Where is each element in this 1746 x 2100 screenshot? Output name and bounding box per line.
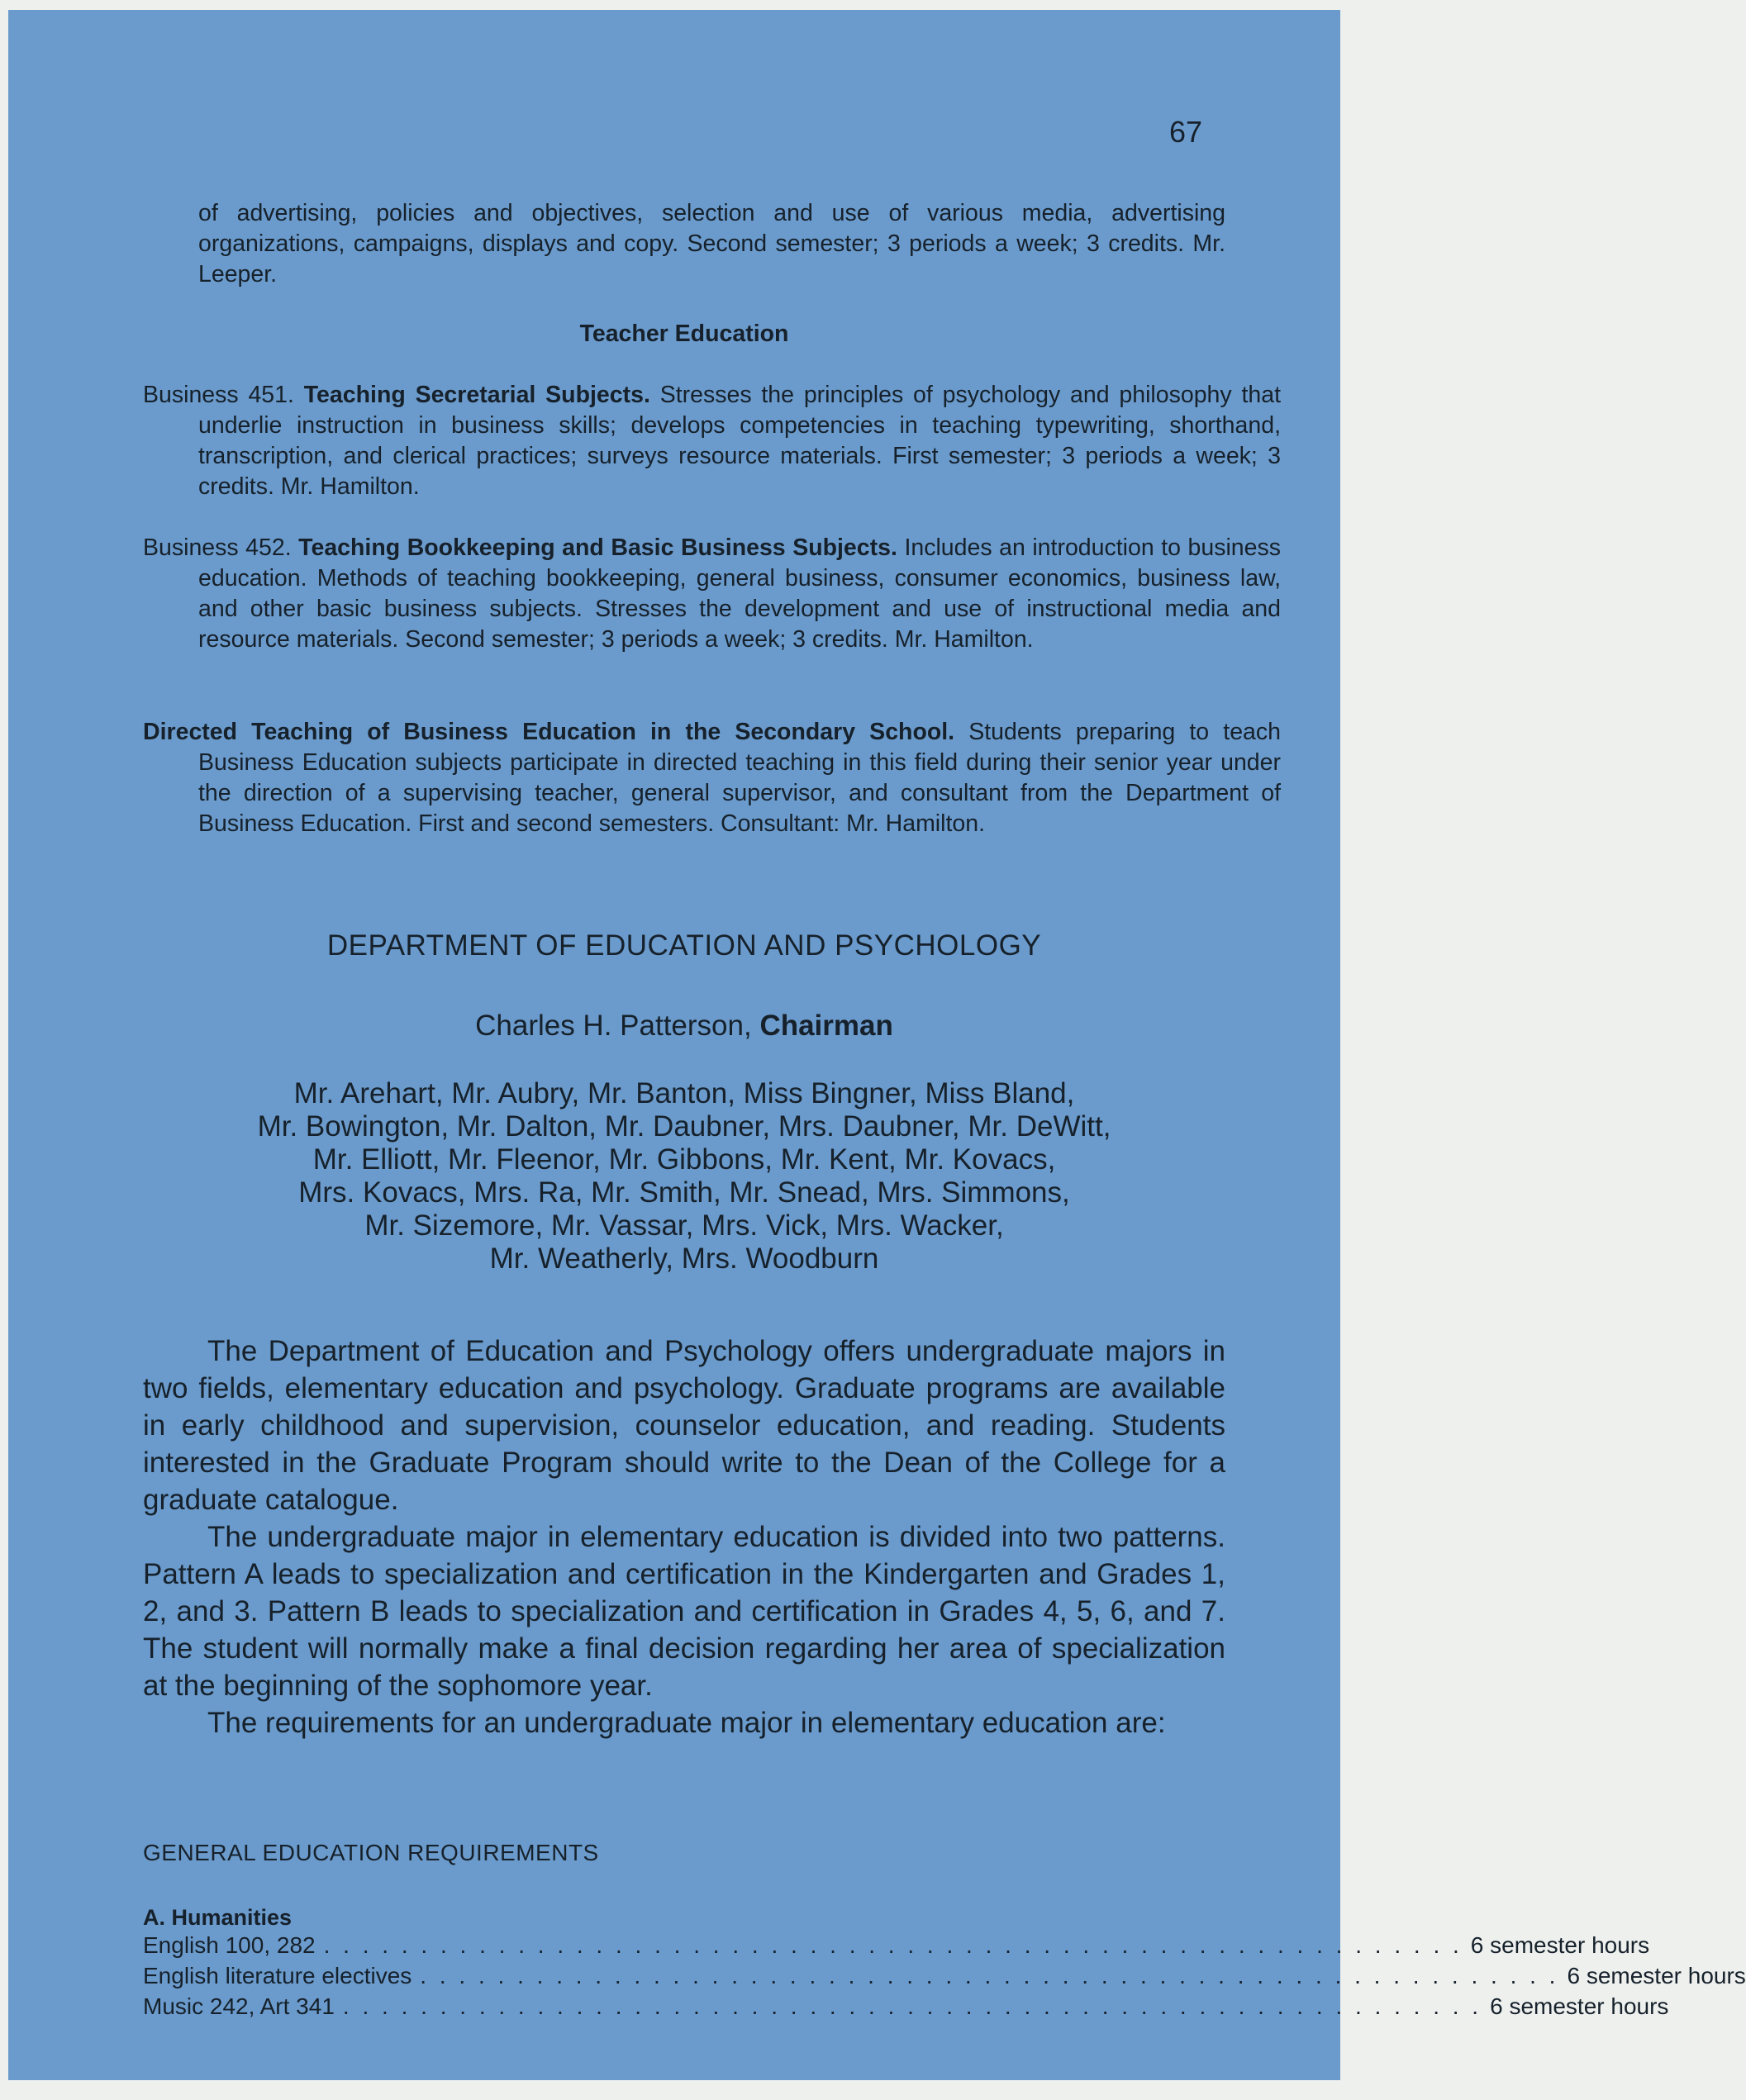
paragraph: The undergraduate major in elementary education is divided into two patterns. Pattern A leads to specialization and certification in the Kindergarten and Grades 1, 2, and 3. Pattern B leads to specialization and certification in Grades 4, 5, 6, and 7. The student will normally make a final decision regarding her area of specialization at the beginning of the sophomore year. <box>143 1521 1225 1702</box>
course-description: Includes an introduction to business education. Methods of teaching bookkeeping, general business, consumer economics, business law, and other basic business subjects. Stresses the development and use of instructional media and resource materials. Second semester; 3 periods a week; 3 credits. Mr. Hamilton. <box>198 535 1281 653</box>
requirement-row <box>143 1960 1746 1991</box>
paragraph: The requirements for an undergraduate major in elementary education are: <box>207 1707 1166 1739</box>
faculty-line: Mr. Weatherly, Mrs. Woodburn <box>489 1242 879 1275</box>
chair-name: Charles H. Patterson, <box>475 1010 752 1042</box>
requirement-hours: 6 semester hours <box>1567 1963 1746 1988</box>
course-description: Students preparing to teach Business Education subjects participate in directed teaching in this field during their senior year under the direction of a supervising teacher, general supervisor, and consultant from the Department of Business Education. First and second semesters. Consultant: Mr. Hamilton. <box>198 719 1281 837</box>
requirement-label: Music 242, Art 341 <box>143 1993 335 2019</box>
faculty-line: Mr. Elliott, Mr. Fleenor, Mr. Gibbons, Mr. Kent, Mr. Kovacs, <box>312 1143 1056 1176</box>
page-number: 67 <box>1169 115 1203 149</box>
requirement-row <box>143 1930 1650 1960</box>
faculty-line: Mrs. Kovacs, Mrs. Ra, Mr. Smith, Mr. Snead, Mrs. Simmons, <box>298 1176 1070 1209</box>
requirement-hours: 6 semester hours <box>1490 1993 1669 2019</box>
requirement-label: English 100, 282 <box>143 1932 316 1958</box>
leader-dots: . . . . . . . . . . . . . . . . . . . . . . . . . . . . . . . . . . . . . . . . . . . . . . . . . . . . . . . . . . . <box>342 1993 1482 2019</box>
continuation-text: of advertising, policies and objectives, selection and use of various media, advertising organizations, campaigns, displays and copy. Second semester; 3 periods a week; 3 credits. Mr. Leeper. <box>198 200 1225 287</box>
department-title: DEPARTMENT OF EDUCATION AND PSYCHOLOGY <box>326 929 1042 962</box>
faculty-line: Mr. Arehart, Mr. Aubry, Mr. Banton, Miss Bingner, Miss Bland, <box>293 1077 1075 1109</box>
course-title: Directed Teaching of Business Education in the Secondary School. <box>143 719 955 745</box>
chair-role: Chairman <box>759 1010 893 1042</box>
requirement-label: English literature electives <box>143 1963 412 1988</box>
department-description <box>143 1333 1225 1741</box>
teacher-education-heading: Teacher Education <box>579 321 789 347</box>
leader-dots: . . . . . . . . . . . . . . . . . . . . . . . . . . . . . . . . . . . . . . . . . . . . . . . . . . . . . . . . . . . <box>420 1963 1559 1988</box>
paragraph: The Department of Education and Psychology offers undergraduate majors in two fields, elementary education and psychology. Graduate programs are available in early childhood and supervision, counselor education, and reading. Students interested in the Graduate Program should write to the Dean of the College for a graduate catalogue. <box>143 1335 1225 1516</box>
requirement-row <box>143 1991 1669 2022</box>
course-business-452 <box>143 533 1281 655</box>
humanities-heading: A. Humanities <box>143 1905 293 1930</box>
requirements-heading: GENERAL EDUCATION REQUIREMENTS <box>143 1840 599 1865</box>
department-chair <box>143 1010 1225 1043</box>
course-number: Business 451. <box>143 382 294 408</box>
faculty-line: Mr. Sizemore, Mr. Vassar, Mrs. Vick, Mrs. Wacker, <box>364 1209 1004 1242</box>
course-title: Teaching Bookkeeping and Basic Business Subjects. <box>298 535 897 561</box>
requirement-hours: 6 semester hours <box>1470 1932 1650 1958</box>
catalog-page <box>8 10 1746 2080</box>
course-description: Stresses the principles of psychology and philosophy that underlie instruction in business skills; develops competencies in teaching typewriting, shorthand, transcription, and clerical practices; surveys resource materials. First semester; 3 periods a week; 3 credits. Mr. Hamilton. <box>198 382 1282 500</box>
leader-dots: . . . . . . . . . . . . . . . . . . . . . . . . . . . . . . . . . . . . . . . . . . . . . . . . . . . . . . . . . . . <box>323 1932 1463 1958</box>
directed-teaching-entry <box>143 717 1281 839</box>
course-number: Business 452. <box>143 535 292 561</box>
faculty-list <box>143 1077 1225 1276</box>
course-business-451 <box>143 380 1281 502</box>
faculty-line: Mr. Bowington, Mr. Dalton, Mr. Daubner, Mrs. Daubner, Mr. DeWitt, <box>257 1110 1111 1143</box>
course-title: Teaching Secretarial Subjects. <box>303 382 650 408</box>
